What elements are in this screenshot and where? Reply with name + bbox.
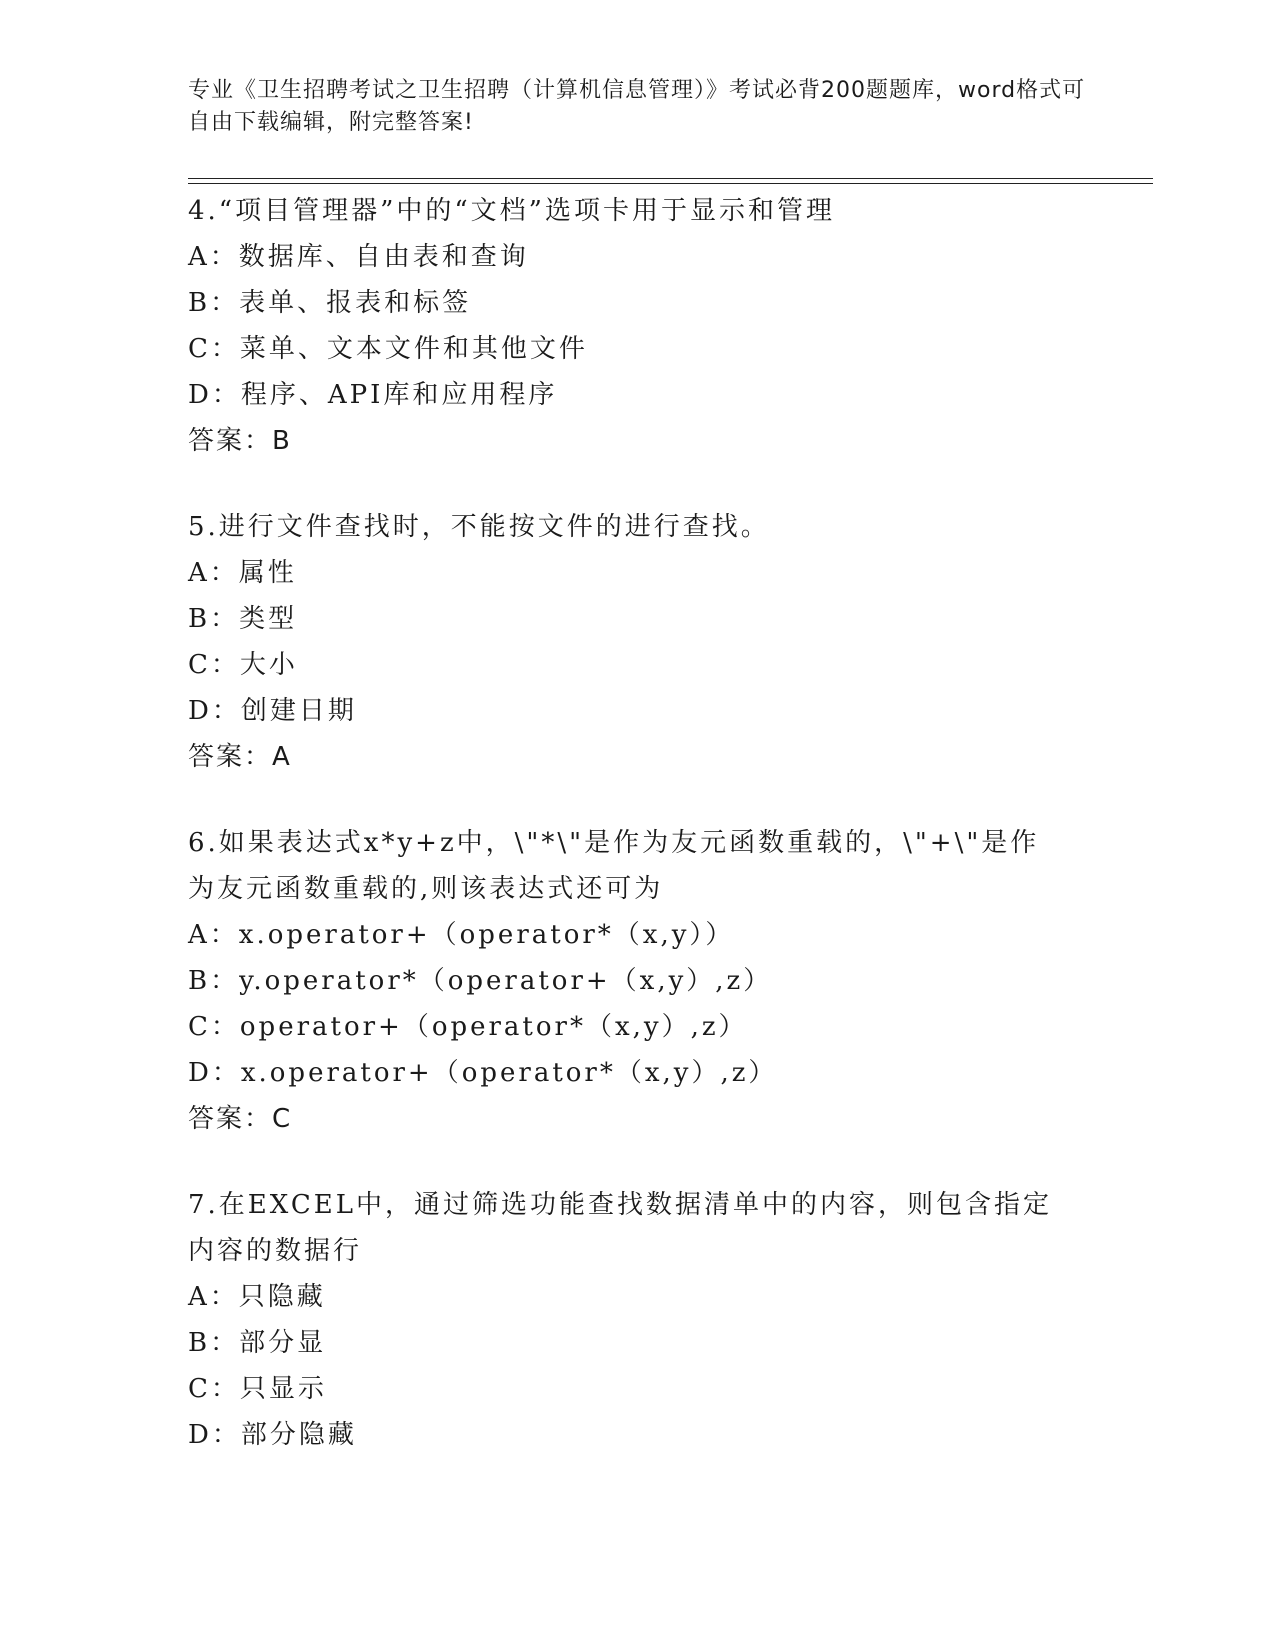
option-a: A：只隐藏 [188,1282,326,1312]
option-d: D：程序、API库和应用程序 [188,380,558,410]
question-4 [188,188,1088,464]
option-d: D：创建日期 [188,696,357,726]
option-a: A：数据库、自由表和查询 [188,242,529,272]
option-a: A：属性 [188,558,297,588]
answer-label: 答案：A [188,742,292,772]
option-a: A：x.operator+（operator*（x,y）） [188,920,735,950]
option-d: D：x.operator+（operator*（x,y）,z） [188,1058,778,1088]
header-divider-bottom [188,183,1153,184]
question-stem: 7.在EXCEL中，通过筛选功能查找数据清单中的内容，则包含指定内容的数据行 [188,1190,1052,1266]
question-stem: 4.“项目管理器”中的“文档”选项卡用于显示和管理 [188,196,835,226]
option-c: C：只显示 [188,1374,327,1404]
header-divider-top [188,178,1153,179]
document-header: 专业《卫生招聘考试之卫生招聘（计算机信息管理）》考试必背200题题库，word格式可自由下载编辑，附完整答案! [188,78,1086,135]
option-c: C：大小 [188,650,298,680]
option-d: D：部分隐藏 [188,1420,357,1450]
option-c: C：operator+（operator*（x,y）,z） [188,1012,748,1042]
question-stem: 5.进行文件查找时，不能按文件的进行查找。 [188,512,770,542]
option-b: B：表单、报表和标签 [188,288,472,318]
option-c: C：菜单、文本文件和其他文件 [188,334,588,364]
option-b: B：类型 [188,604,298,634]
option-b: B：y.operator*（operator+（x,y）,z） [188,966,773,996]
answer-label: 答案：C [188,1104,293,1134]
question-stem: 6.如果表达式x*y+z中，\"*\"是作为友元函数重载的，\"+\"是作为友元函数重载的,则该表达式还可为 [188,828,1040,904]
question-list [188,188,1088,1498]
question-6 [188,820,1088,1142]
question-5 [188,504,1088,780]
question-7 [188,1182,1088,1458]
option-b: B：部分显 [188,1328,327,1358]
answer-label: 答案：B [188,426,292,456]
